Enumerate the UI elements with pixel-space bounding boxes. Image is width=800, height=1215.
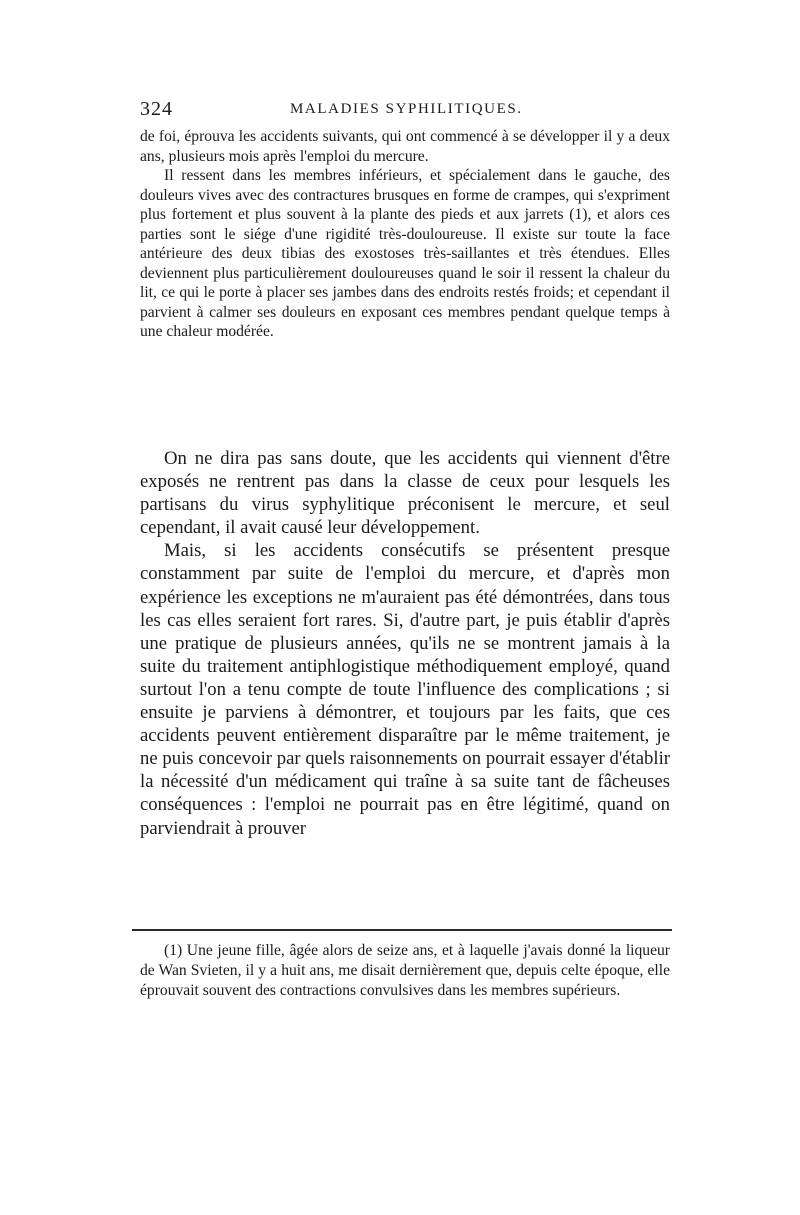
paragraph: Mais, si les accidents consécutifs se présentent presque constamment par suite de l'emploi du mercure, et d'après mon expérience les exceptions ne m'auraient pas été démontrées, dans tous les cas elles seraient fort rares. Si, d'autre part, je puis établir d'après une pratique de plusieurs années, qu'ils ne se montrent jamais à la suite du traitement antiphlogistique méthodiquement employé, quand surtout l'on a tenu compte de toute l'influence des complications ; si ensuite je parviens à démontrer, et toujours par les faits, que ces accidents peuvent entièrement disparaître par le même traitement, je ne puis concevoir par quels raisonnements on pourrait essayer d'établir la nécessité d'un médicament qui traîne à sa suite tant de fâcheuses conséquences : l'emploi ne pourrait pas en être légitimé, quand on parviendrait à prouver <box>140 540 670 839</box>
page-header <box>140 98 670 122</box>
paragraph: de foi, éprouva les accidents suivants, qui ont commencé à se développer il y a deux ans, plusieurs mois après l'emploi du mercure. <box>140 128 670 165</box>
footnote <box>140 941 670 1001</box>
body-text-large <box>140 447 670 840</box>
paragraph: On ne dira pas sans doute, que les accidents qui viennent d'être exposés ne rentrent pas dans la classe de ceux pour lesquels les partisans du virus syphylitique préconisent le mercure, et seul cependant, il avait causé leur développement. <box>140 448 670 539</box>
footnote-divider <box>132 929 672 931</box>
body-text-small <box>140 127 670 342</box>
paragraph: Il ressent dans les membres inférieurs, et spécialement dans le gauche, des douleurs vives avec des contractures brusques en forme de crampes, qui s'expriment plus fortement et plus souvent à la plante des pieds et aux jarrets (1), et alors ces parties sont le siége d'une rigidité très-douloureuse. Il existe sur toute la face antérieure des deux tibias des exostoses très-saillantes et très étendues. Elles deviennent plus particulièrement douloureuses quand le soir il ressent la chaleur du lit, ce qui le porte à placer ses jambes dans des endroits restés froids; et cependant il parvient à calmer ses douleurs en exposant ces membres pendant quelque temps à une chaleur modérée. <box>140 167 670 341</box>
page-number: 324 <box>140 98 173 120</box>
footnote-text: (1) Une jeune fille, âgée alors de seize ans, et à laquelle j'avais donné la liqueur de Wan Svieten, il y a huit ans, me disait dernièrement que, depuis celte époque, elle éprouvait souvent des contractions convulsives dans les membres supérieurs. <box>140 942 670 999</box>
running-head: MALADIES SYPHILITIQUES. <box>290 101 523 117</box>
